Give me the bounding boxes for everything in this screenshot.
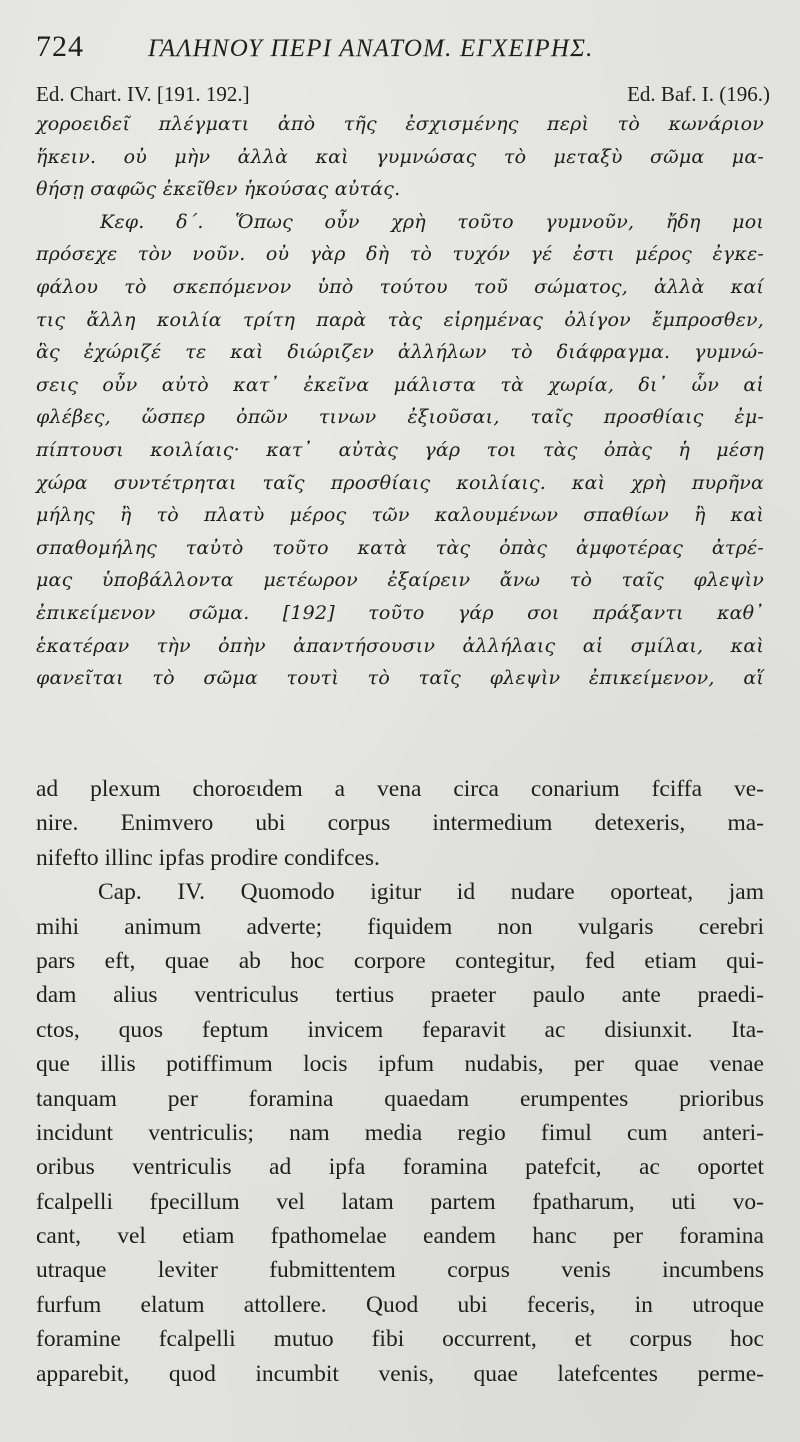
- latin-line: oribus ventriculis ad ipfa foramina patefcit, ac oportet: [36, 1154, 764, 1181]
- latin-line: dam alius ventriculus tertius praeter paulo ante praedi-: [36, 982, 764, 1009]
- greek-line: ἃς ἐχώριζέ τε καὶ διώριζεν ἀλλήλων τὸ διάφραγμα. γυμνώ-: [36, 341, 764, 364]
- latin-line: nire. Enimvero ubi corpus intermedium detexeris, ma-: [36, 810, 764, 837]
- latin-line: que illis potiffimum locis ipfum nudabis, per quae venae: [36, 1051, 764, 1078]
- latin-line: ad plexum chorοειdem a vena circa conarium fciffa ve-: [36, 776, 764, 802]
- latin-line: fcalpelli fpecillum vel latam partem fpatharum, uti vo-: [36, 1188, 764, 1215]
- latin-line: nifefto illinc ipfas prodire condifces.: [36, 844, 380, 871]
- latin-line: foramine fcalpelli mutuo fibi occurrent, et corpus hoc: [36, 1326, 764, 1353]
- latin-line: apparebit, quod incumbit venis, quae latefcentes perme-: [36, 1360, 764, 1387]
- latin-line: incidunt ventriculis; nam media regio fimul cum anteri-: [36, 1119, 764, 1146]
- latin-line: cant, vel etiam fpathomelae eandem hanc per foramina: [36, 1223, 764, 1250]
- greek-line: τις ἄλλη κοιλία τρίτη παρὰ τὰς εἰρημένας ὀλίγον ἔμπροσθεν,: [36, 308, 764, 331]
- latin-line: Cap. IV. Quomodo igitur id nudare oporteat, jam: [98, 879, 764, 906]
- greek-line: φανεῖται τὸ σῶμα τουτὶ τὸ ταῖς φλεψὶν ἐπικείμενον, αἵ: [36, 667, 764, 690]
- running-title: ΓΑΛΗΝΟΥ ΠΕΡΙ ΑΝΑΤΟΜ. ΕΓΧΕΙΡΗΣ.: [148, 35, 594, 62]
- greek-line: φάλου τὸ σκεπόμενον ὑπὸ τούτου τοῦ σώματος, ἀλλὰ καί: [36, 275, 764, 298]
- greek-line: πρόσεχε τὸν νοῦν. οὐ γὰρ δὴ τὸ τυχόν γέ ἐστι μέρος ἐγκε-: [36, 243, 764, 266]
- edition-right: Ed. Baf. I. (196.): [627, 82, 770, 106]
- greek-line: σπαθομήλης ταὐτὸ τοῦτο κατὰ τὰς ὀπὰς ἀμφοτέρας ἀτρέ-: [36, 536, 764, 559]
- page-number: 724: [36, 30, 84, 63]
- greek-line: μας ὑποβάλλοντα μετέωρον ἐξαίρειν ἄνω τὸ ταῖς φλεψὶν: [36, 569, 764, 592]
- running-head: [36, 30, 764, 78]
- greek-line: πίπτουσι κοιλίαις· κατ᾿ αὐτὰς γάρ τοι τὰς ὀπὰς ἡ μέση: [36, 438, 764, 461]
- greek-line: μήλης ἢ τὸ πλατὺ μέρος τῶν καλουμένων σπαθίων ἢ καὶ: [36, 504, 764, 527]
- greek-line: φλέβες, ὥσπερ ὀπῶν τινων ἐξιοῦσαι, ταῖς προσθίαις ἐμ-: [36, 406, 764, 429]
- latin-text-block: [36, 772, 764, 1391]
- greek-line: ἐπικείμενον σῶμα. [192] τοῦτο γάρ σοι πράξαντι καθ᾿: [36, 601, 764, 624]
- edition-left: Ed. Chart. IV. [191. 192.]: [36, 82, 250, 106]
- greek-line: ἥκειν. οὐ μὴν ἀλλὰ καὶ γυμνώσας τὸ μεταξὺ σῶμα μα-: [36, 145, 764, 168]
- latin-line: mihi animum adverte; fiquidem non vulgaris cerebri: [36, 913, 764, 940]
- greek-line: ἑκατέραν τὴν ὀπὴν ἀπαντήσουσιν ἀλλήλαις αἱ σμίλαι, καὶ: [36, 634, 764, 657]
- greek-line: χοροειδεῖ πλέγματι ἀπὸ τῆς ἐσχισμένης περὶ τὸ κωνάριον: [36, 113, 764, 135]
- greek-line: Κεφ. δ΄. Ὅπως οὖν χρὴ τοῦτο γυμνοῦν, ἤδη μοι: [100, 210, 764, 233]
- greek-text-block: [36, 108, 764, 695]
- edition-reference-line: [36, 80, 770, 108]
- latin-line: tanquam per foramina quaedam erumpentes prioribus: [36, 1085, 764, 1112]
- greek-line: χώρα συντέτρηται ταῖς προσθίαις κοιλίαις. καὶ χρὴ πυρῆνα: [36, 471, 764, 494]
- greek-line: σεις οὖν αὐτὸ κατ᾿ ἐκεῖνα μάλιστα τὰ χωρία, δι᾿ ὧν αἱ: [36, 373, 764, 396]
- latin-line: furfum elatum attollere. Quod ubi feceris, in utroque: [36, 1291, 764, 1318]
- greek-line: θήσῃ σαφῶς ἐκεῖθεν ἡκούσας αὐτάς.: [36, 178, 401, 201]
- latin-line: utraque leviter fubmittentem corpus venis incumbens: [36, 1257, 764, 1284]
- latin-line: pars eft, quae ab hoc corpore contegitur, fed etiam qui-: [36, 947, 764, 974]
- latin-line: ctos, quos feptum invicem feparavit ac disiunxit. Ita-: [36, 1016, 764, 1043]
